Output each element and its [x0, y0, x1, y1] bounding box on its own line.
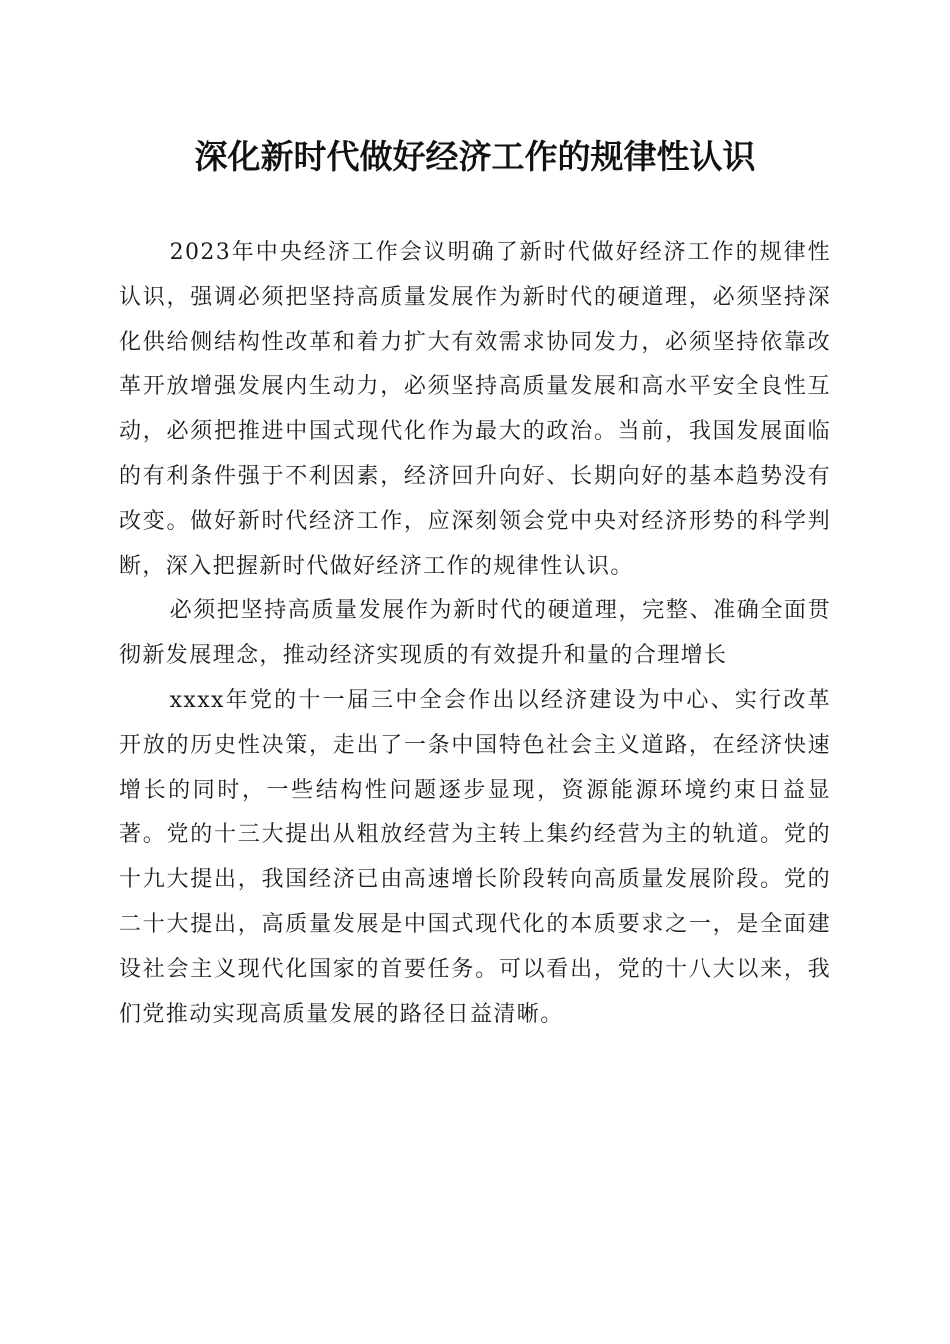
document-body [119, 231, 831, 1037]
paragraph-3: xxxx年党的十一届三中全会作出以经济建设为中心、实行改革开放的历史性决策，走出了一条中国特色社会主义道路，在经济快速增长的同时，一些结构性问题逐步显现，资源能源环境约束日益显著。党的十三大提出从粗放经营为主转上集约经营为主的轨道。党的十九大提出，我国经济已由高速增长阶段转向高质量发展阶段。党的二十大提出，高质量发展是中国式现代化的本质要求之一，是全面建设社会主义现代化国家的首要任务。可以看出，党的十八大以来，我们党推动实现高质量发展的路径日益清晰。 [119, 687, 831, 1027]
paragraph-1: 2023年中央经济工作会议明确了新时代做好经济工作的规律性认识，强调必须把坚持高质量发展作为新时代的硬道理，必须坚持深化供给侧结构性改革和着力扩大有效需求协同发力，必须坚持依靠改革开放增强发展内生动力，必须坚持高质量发展和高水平安全良性互动，必须把推进中国式现代化作为最大的政治。当前，我国发展面临的有利条件强于不利因素，经济回升向好、长期向好的基本趋势没有改变。做好新时代经济工作，应深刻领会党中央对经济形势的科学判断，深入把握新时代做好经济工作的规律性认识。 [119, 240, 831, 579]
paragraph-2: 必须把坚持高质量发展作为新时代的硬道理，完整、准确全面贯彻新发展理念，推动经济实现质的有效提升和量的合理增长 [119, 598, 831, 669]
document-title: 深化新时代做好经济工作的规律性认识 [194, 137, 756, 176]
